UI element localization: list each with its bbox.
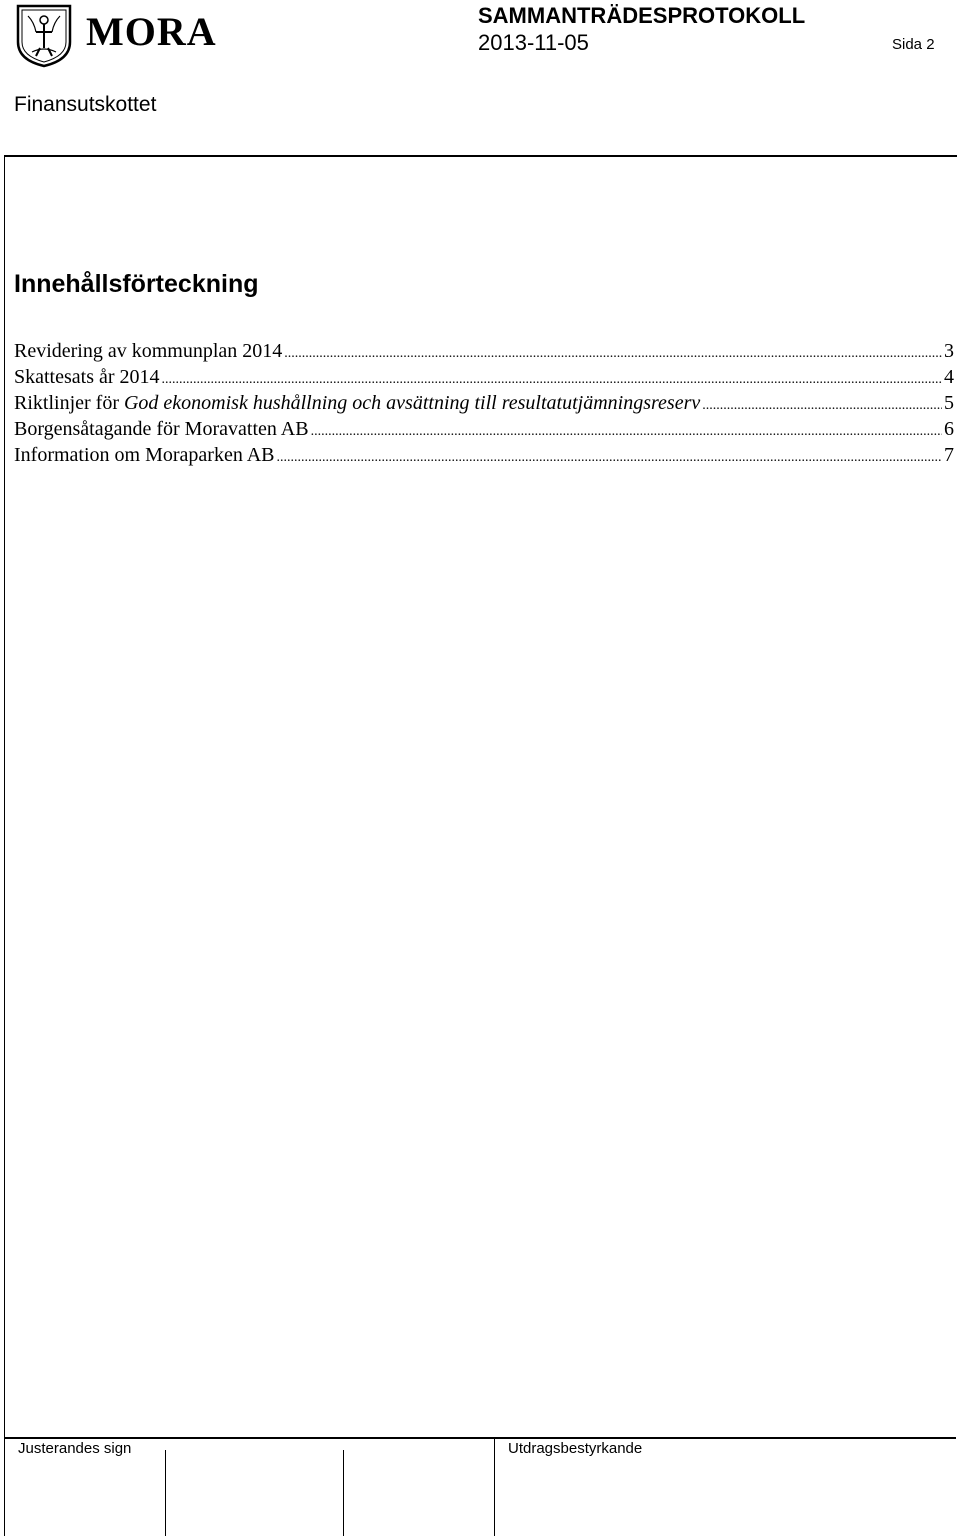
document-type: SAMMANTRÄDESPROTOKOLL (478, 3, 806, 28)
committee-name: Finansutskottet (14, 93, 157, 116)
toc-entry-page: 5 (944, 392, 954, 414)
toc-leader-dots (702, 393, 942, 419)
toc-entry-title: Borgensåtagande för Moravatten AB (14, 418, 309, 440)
toc-title: Innehållsförteckning (14, 270, 259, 298)
toc-leader-dots (277, 445, 943, 471)
table-of-contents (14, 338, 954, 468)
toc-entry-title-prefix: Riktlinjer för (14, 392, 124, 414)
toc-entry-page: 7 (944, 444, 954, 466)
toc-entry-title: Revidering av kommunplan 2014 (14, 340, 283, 362)
signature-box-divider (165, 1450, 166, 1536)
footer-divider (4, 1437, 956, 1439)
toc-entry-page: 6 (944, 418, 954, 440)
meeting-date: 2013-11-05 (478, 30, 589, 55)
toc-leader-dots (284, 341, 942, 367)
justerandes-sign-label: Justerandes sign (18, 1440, 132, 1457)
signature-box-divider (494, 1437, 495, 1536)
toc-entry-title-italic: God ekonomisk hushållning och avsättning till resultatutjämningsreserv (123, 392, 701, 414)
toc-entry[interactable] (14, 442, 954, 468)
toc-entry-title (14, 390, 700, 416)
brand-wordmark: MORA (86, 9, 217, 54)
toc-entry-page: 4 (944, 366, 954, 388)
toc-entry-title: Information om Moraparken AB (14, 444, 275, 466)
toc-entry-page: 3 (944, 340, 954, 362)
toc-entry[interactable] (14, 390, 954, 416)
signature-box-divider (343, 1450, 344, 1536)
page-number: Sida 2 (892, 36, 935, 53)
toc-leader-dots (311, 419, 942, 445)
toc-entry-title: Skattesats år 2014 (14, 366, 160, 388)
toc-entry[interactable] (14, 416, 954, 442)
toc-entry[interactable] (14, 364, 954, 390)
utdragsbestyrkande-label: Utdragsbestyrkande (508, 1440, 643, 1457)
toc-entry[interactable] (14, 338, 954, 364)
coat-of-arms-icon (14, 2, 74, 68)
footer-left-border (4, 1437, 5, 1536)
